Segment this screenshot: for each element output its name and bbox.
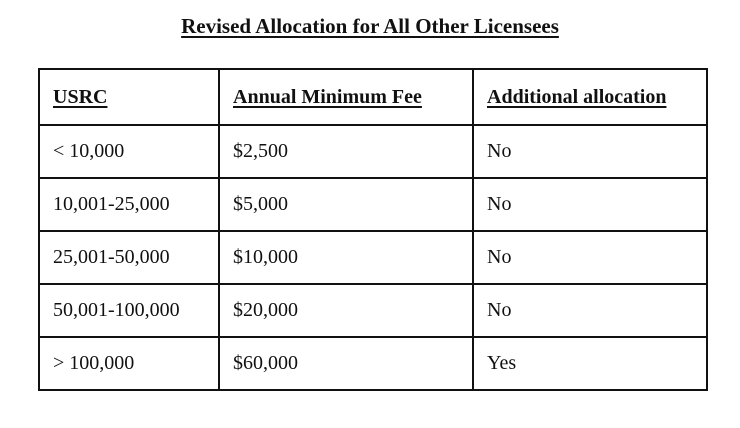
cell-usrc: 50,001-100,000 [39, 284, 219, 337]
cell-allocation: No [473, 231, 707, 284]
cell-usrc: 25,001-50,000 [39, 231, 219, 284]
cell-allocation: No [473, 284, 707, 337]
table-row [39, 178, 707, 231]
cell-usrc: < 10,000 [39, 125, 219, 178]
document-title: Revised Allocation for All Other Licensees [181, 14, 559, 38]
cell-fee: $2,500 [219, 125, 473, 178]
cell-fee: $10,000 [219, 231, 473, 284]
header-additional-allocation: Additional allocation [473, 69, 707, 125]
cell-usrc: 10,001-25,000 [39, 178, 219, 231]
cell-allocation: No [473, 125, 707, 178]
table-row [39, 337, 707, 390]
cell-usrc: > 100,000 [39, 337, 219, 390]
cell-allocation: No [473, 178, 707, 231]
allocation-table [38, 68, 708, 391]
table-header-row [39, 69, 707, 125]
table-row [39, 231, 707, 284]
table-row [39, 125, 707, 178]
header-annual-minimum-fee: Annual Minimum Fee [219, 69, 473, 125]
cell-fee: $60,000 [219, 337, 473, 390]
cell-fee: $20,000 [219, 284, 473, 337]
header-usrc: USRC [39, 69, 219, 125]
cell-allocation: Yes [473, 337, 707, 390]
cell-fee: $5,000 [219, 178, 473, 231]
table-row [39, 284, 707, 337]
